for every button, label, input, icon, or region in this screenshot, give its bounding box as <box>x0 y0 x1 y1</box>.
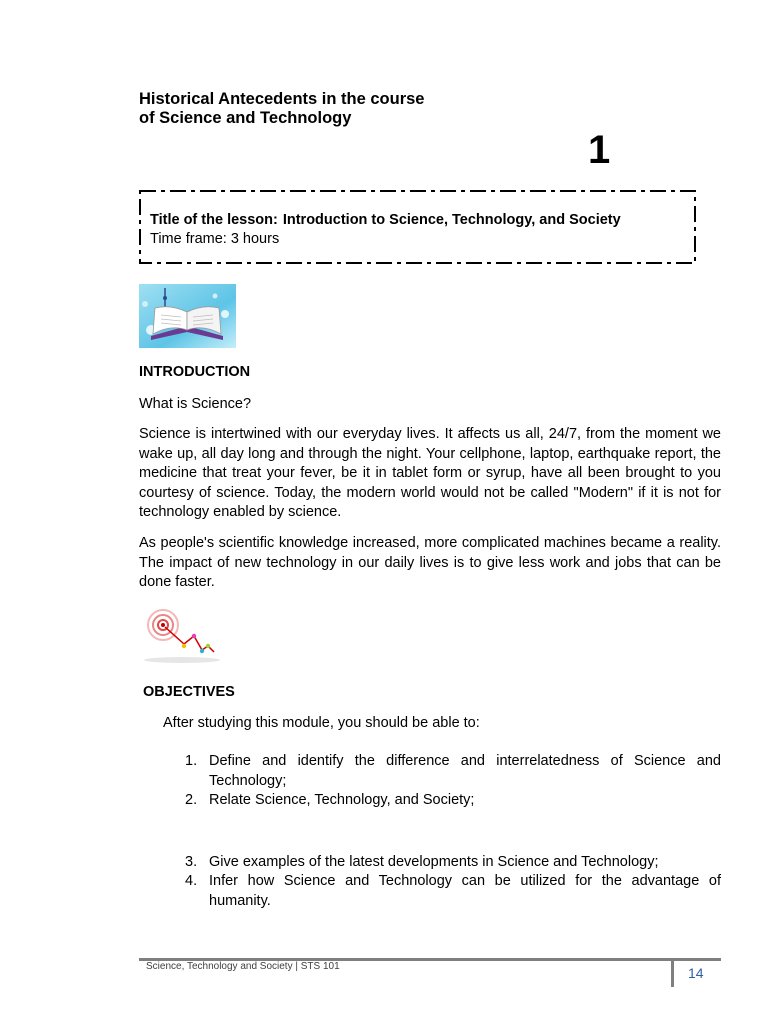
introduction-paragraph-1: Science is intertwined with our everyday lives. It affects us all, 24/7, from the moment we wake up, all day long and through the night. Your cellphone, laptop, earthquake report, the medicine that treat your fever, be it in tablet form or syrup, have all been brought to you courtesy of science. Today, the modern world would not be called "Modern" if it is not for technology enabled by science. <box>139 426 721 520</box>
objective-item <box>185 853 721 873</box>
module-heading-line1: Historical Antecedents in the course <box>139 90 425 108</box>
module-heading-line2: of Science and Technology <box>139 109 352 127</box>
chapter-number: 1 <box>588 128 611 172</box>
objective-text: Infer how Science and Technology can be utilized for the advantage of humanity. <box>209 873 721 909</box>
objective-text: Give examples of the latest developments in Science and Technology; <box>209 854 659 870</box>
page-number: 14 <box>688 965 704 981</box>
introduction-heading: INTRODUCTION <box>139 364 251 380</box>
objective-text: Define and identify the difference and interrelatedness of Science and Technology; <box>209 753 721 789</box>
objectives-intro: After studying this module, you should be able to: <box>163 715 480 731</box>
objectives-heading: OBJECTIVES <box>143 684 235 700</box>
introduction-question: What is Science? <box>139 396 252 412</box>
lesson-time-frame: Time frame: 3 hours <box>150 231 280 247</box>
objective-item <box>185 752 721 791</box>
objective-number: 2. <box>185 792 198 808</box>
footer-divider <box>671 960 674 987</box>
lesson-title <box>150 211 621 229</box>
objective-number: 4. <box>185 873 198 889</box>
lesson-title-value: Introduction to Science, Technology, and Society <box>282 212 621 228</box>
objective-number: 3. <box>185 854 198 870</box>
objective-item <box>185 872 721 911</box>
objective-text: Relate Science, Technology, and Society; <box>209 792 475 808</box>
module-heading <box>139 90 559 128</box>
introduction-paragraph-2: As people's scientific knowledge increased, more complicated machines became a reality. The impact of new technology in our daily lives is to give less work and jobs that can be done faster. <box>139 535 721 590</box>
target-chart-image <box>142 606 228 664</box>
footer-text: Science, Technology and Society | STS 101 <box>146 961 340 972</box>
open-book-image <box>139 284 236 348</box>
lesson-title-label: Title of the lesson: <box>150 212 278 228</box>
objective-item <box>185 791 721 811</box>
objective-number: 1. <box>185 753 198 769</box>
